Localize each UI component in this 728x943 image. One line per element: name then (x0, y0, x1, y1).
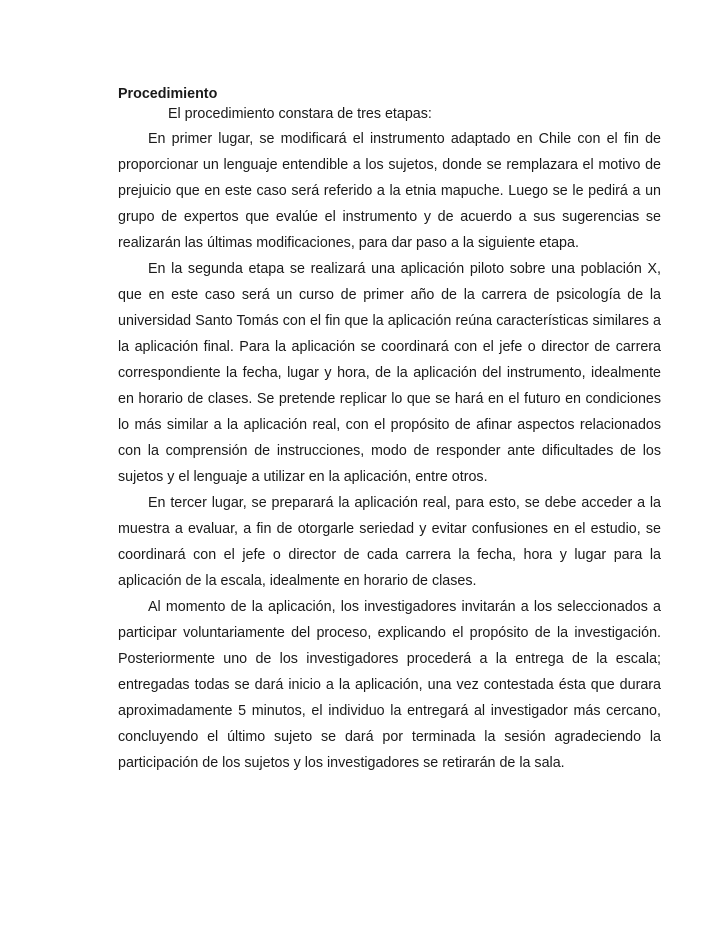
paragraph-etapa-2: En la segunda etapa se realizará una aplicación piloto sobre una población X, que en este caso será un curso de primer año de la carrera de psicología de la universidad Santo Tomás con el fin que la aplicación reúna características similares a la aplicación final. Para la aplicación se coordinará con el jefe o director de carrera correspondiente la fecha, lugar y hora, de la aplicación del instrumento, idealmente en horario de clases. Se pretende replicar lo que se hará en el futuro en condiciones lo más similar a la aplicación real, con el propósito de afinar aspectos relacionados con la comprensión de instrucciones, modo de responder ante dificultades de los sujetos y el lenguaje a utilizar en la aplicación, entre otros. (118, 261, 661, 485)
paragraph-aplicacion: Al momento de la aplicación, los investigadores invitarán a los seleccionados a participar voluntariamente del proceso, explicando el propósito de la investigación. Posteriormente uno de los investigadores procederá a la entrega de la escala; entregadas todas se dará inicio a la aplicación, una vez contestada ésta que durara aproximadamente 5 minutos, el individuo la entregará al investigador más cercano, concluyendo el último sujeto se dará por terminada la sesión agradeciendo la participación de los sujetos y los investigadores se retirarán de la sala. (118, 599, 661, 771)
paragraph-etapa-3: En tercer lugar, se preparará la aplicación real, para esto, se debe acceder a la muestra a evaluar, a fin de otorgarle seriedad y evitar confusiones en el estudio, se coordinará con el jefe o director de cada carrera la fecha, hora y lugar para la aplicación de la escala, idealmente en horario de clases. (118, 495, 661, 589)
paragraph-etapa-1: En primer lugar, se modificará el instrumento adaptado en Chile con el fin de proporcionar un lenguaje entendible a los sujetos, donde se remplazara el motivo de prejuicio que en este caso será referido a la etnia mapuche. Luego se le pedirá a un grupo de expertos que evalúe el instrumento y de acuerdo a sus sugerencias se realizarán las últimas modificaciones, para dar paso a la siguiente etapa. (118, 131, 661, 251)
section-heading: Procedimiento (118, 86, 218, 102)
document-body (118, 84, 661, 776)
intro-line: El procedimiento constara de tres etapas: (168, 106, 432, 122)
